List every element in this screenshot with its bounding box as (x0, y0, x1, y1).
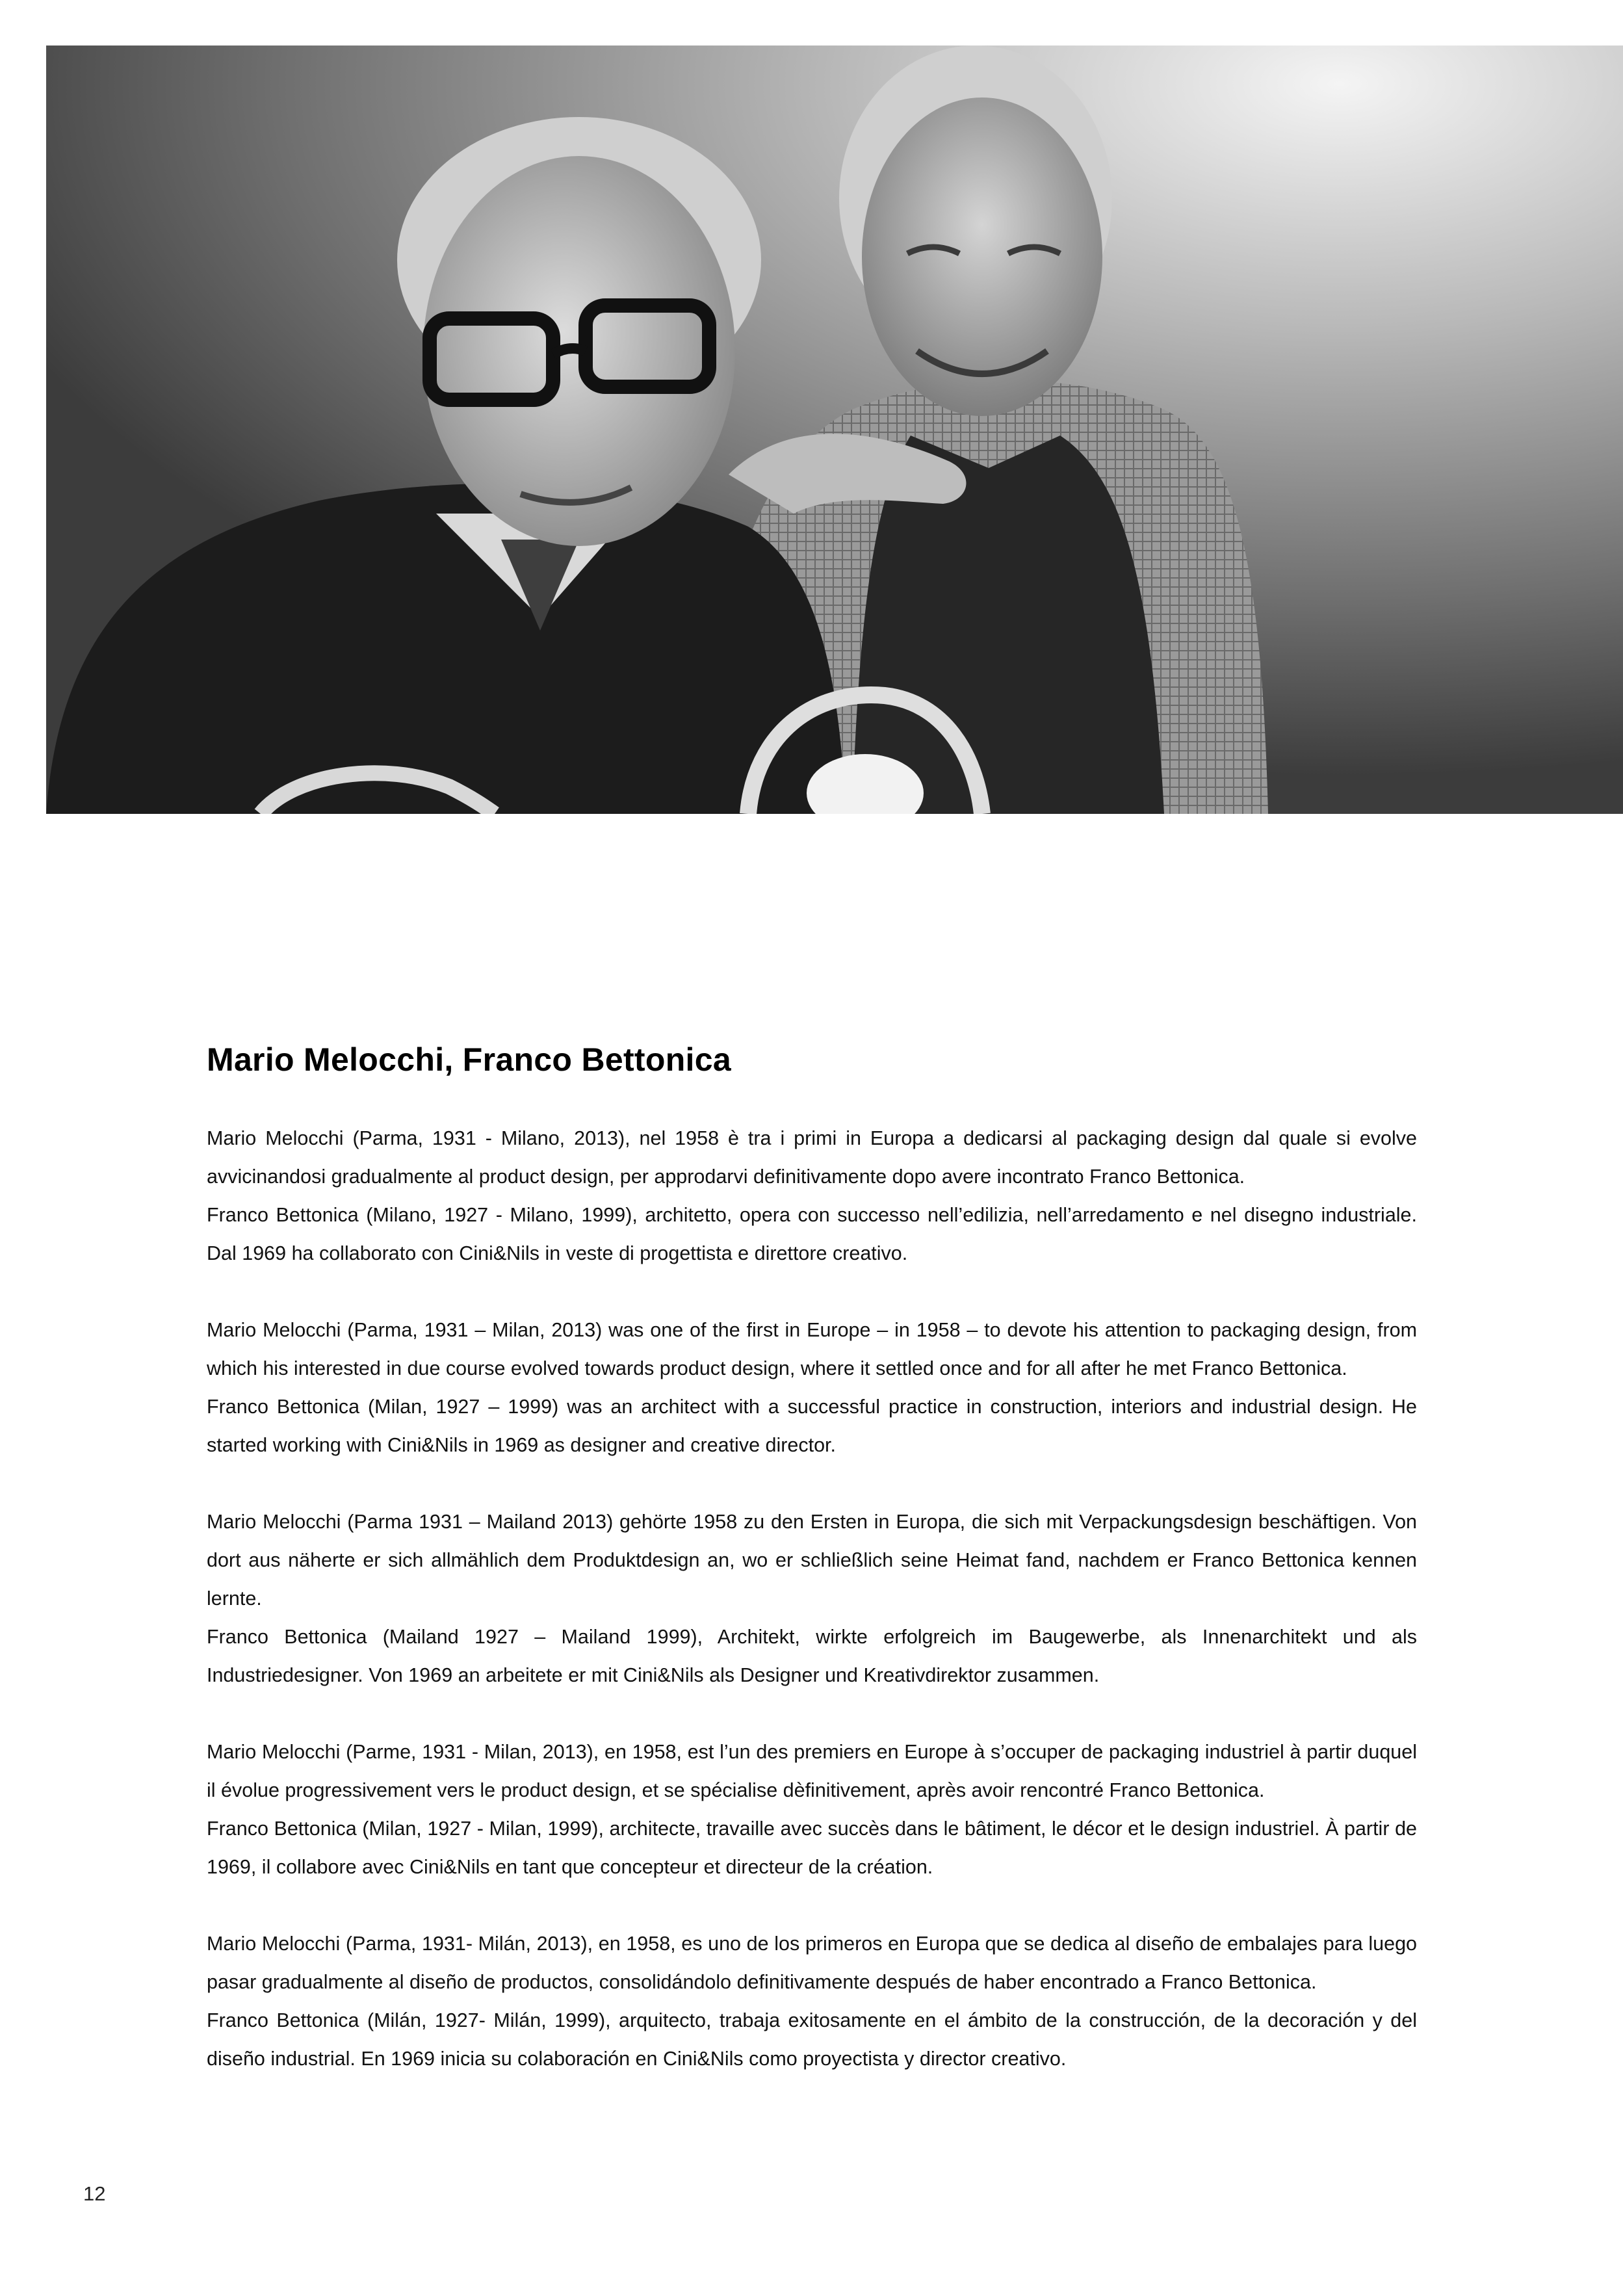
paragraph-bettonica-fr: Franco Bettonica (Milan, 1927 - Milan, 1999), architecte, travaille avec succès dans le bâtiment, le décor et le design industriel. À partir de 1969, il collabore avec Cini&Nils en tant que concepteur et directeur de la création. (207, 1818, 1417, 1878)
page-number: 12 (83, 2182, 106, 2205)
portrait-photo-illustration (46, 46, 1623, 814)
paragraph-melocchi-it: Mario Melocchi (Parma, 1931 - Milano, 2013), nel 1958 è tra i primi in Europa a dedicarsi al packaging design dal quale si evolve avvicinandosi gradualmente al product design, per approdarvi definitivamente dopo avere incontrato Franco Bettonica. (207, 1127, 1417, 1188)
page-title: Mario Melocchi, Franco Bettonica (207, 1041, 731, 1078)
paragraph-bettonica-it: Franco Bettonica (Milano, 1927 - Milano, 1999), architetto, opera con successo nell’edilizia, nell’arredamento e nel disegno industriale. Dal 1969 ha collaborato con Cini&Nils in veste di progettista e direttore creativo. (207, 1204, 1417, 1264)
paragraph-melocchi-es: Mario Melocchi (Parma, 1931- Milán, 2013), en 1958, es uno de los primeros en Europa que se dedica al diseño de embalajes para luego pasar gradualmente al diseño de productos, consolidándolo definitivamente después de haber encontrado a Franco Bettonica. (207, 1933, 1417, 1993)
main-content (207, 1040, 1417, 2117)
section-spanish (207, 1925, 1417, 2078)
section-french (207, 1733, 1417, 1886)
section-italian (207, 1119, 1417, 1273)
paragraph-bettonica-en: Franco Bettonica (Milan, 1927 – 1999) was an architect with a successful practice in construction, interiors and industrial design. He started working with Cini&Nils in 1969 as designer and creative director. (207, 1396, 1417, 1456)
section-german (207, 1503, 1417, 1695)
paragraph-bettonica-es: Franco Bettonica (Milán, 1927- Milán, 1999), arquitecto, trabaja exitosamente en el ámbito de la construcción, de la decoración y del diseño industrial. En 1969 inicia su colaboración en Cini&Nils como proyectista y director creativo. (207, 2009, 1417, 2070)
section-english (207, 1311, 1417, 1465)
paragraph-melocchi-en: Mario Melocchi (Parma, 1931 – Milan, 2013) was one of the first in Europe – in 1958 – to devote his attention to packaging design, from which his interested in due course evolved towards product design, where it settled once and for all after he met Franco Bettonica. (207, 1319, 1417, 1379)
paragraph-bettonica-de: Franco Bettonica (Mailand 1927 – Mailand 1999), Architekt, wirkte erfolgreich im Baugewerbe, als Innenarchitekt und als Industriedesigner. Von 1969 an arbeitete er mit Cini&Nils als Designer und Kreativdirektor zusammen. (207, 1626, 1417, 1686)
paragraph-melocchi-fr: Mario Melocchi (Parme, 1931 - Milan, 2013), en 1958, est l’un des premiers en Europe à s’occuper de packaging industriel à partir duquel il évolue progressivement vers le product design, et se spécialise dèfinitivement, après avoir rencontré Franco Bettonica. (207, 1741, 1417, 1801)
paragraph-melocchi-de: Mario Melocchi (Parma 1931 – Mailand 2013) gehörte 1958 zu den Ersten in Europa, die sich mit Verpackungsdesign beschäftigen. Von dort aus näherte er sich allmählich dem Produktdesign an, wo er schließlich seine Heimat fand, nachdem er Franco Bettonica kennen lernte. (207, 1511, 1417, 1610)
portrait-photo (46, 46, 1623, 814)
